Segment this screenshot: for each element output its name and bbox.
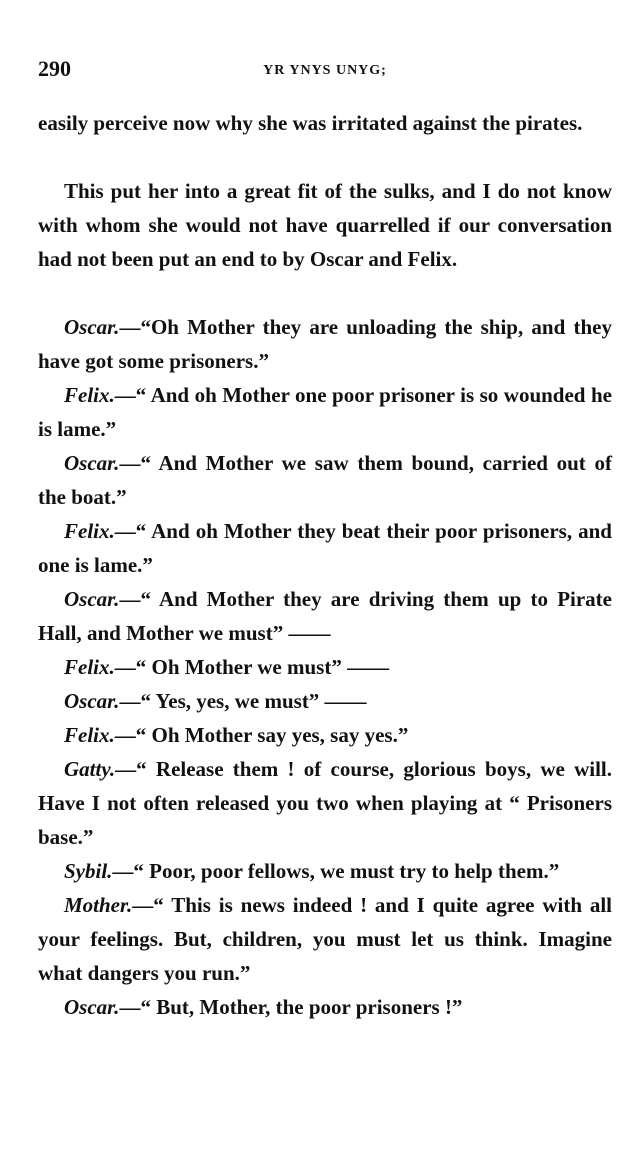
page-number: 290 — [38, 56, 71, 81]
dialogue-text: —“Oh Mother they are unloading the ship, and they have got some prisoners.” — [38, 315, 612, 373]
book-page — [38, 52, 612, 1024]
dialogue-line — [38, 718, 612, 752]
dialogue-text: —“ And Mother they are driving them up to Pirate Hall, and Mother we must” —— — [38, 587, 612, 645]
paragraph: This put her into a great fit of the sulks, and I do not know with whom she would not have quarrelled if our conversation had not been put an end to by Oscar and Felix. — [38, 179, 612, 271]
dialogue-text: —“ Yes, yes, we must” —— — [119, 689, 367, 713]
dialogue-line — [38, 582, 612, 650]
speaker-name: Oscar. — [64, 995, 120, 1019]
dialogue-line — [38, 310, 612, 378]
speaker-name: Felix. — [64, 519, 115, 543]
dialogue-line — [38, 650, 612, 684]
dialogue-line — [38, 446, 612, 514]
dialogue-text: —“ And oh Mother one poor prisoner is so wounded he is lame.” — [38, 383, 612, 441]
dialogue-text: —“ And oh Mother they beat their poor prisoners, and one is lame.” — [38, 519, 612, 577]
speaker-name: Sybil. — [64, 859, 113, 883]
speaker-name: Oscar. — [64, 451, 120, 475]
speaker-name: Oscar. — [64, 689, 120, 713]
dialogue-line — [38, 378, 612, 446]
dialogue-text: —“ And Mother we saw them bound, carried out of the boat.” — [38, 451, 612, 509]
speaker-name: Felix. — [64, 655, 115, 679]
dialogue-text: —“ This is news indeed ! and I quite agree with all your feelings. But, children, you must let us think. Imagine what dangers you run.” — [38, 893, 612, 985]
speaker-name: Felix. — [64, 723, 115, 747]
speaker-name: Oscar. — [64, 587, 120, 611]
dialogue-line — [38, 514, 612, 582]
dialogue-text: —“ But, Mother, the poor prisoners !” — [119, 995, 463, 1019]
running-head: YR YNYS UNYG; — [263, 63, 387, 78]
dialogue-text: —“ Oh Mother say yes, say yes.” — [114, 723, 409, 747]
dialogue-line — [38, 684, 612, 718]
dialogue-line — [38, 752, 612, 854]
paragraph-continuation: easily perceive now why she was irritated against the pirates. — [38, 111, 583, 135]
dialogue-text: —“ Release them ! of course, glorious boys, we will. Have I not often released you two when playing at “ Prisoners base.” — [38, 757, 612, 849]
speaker-name: Gatty. — [64, 757, 116, 781]
speaker-name: Felix. — [64, 383, 115, 407]
speaker-name: Oscar. — [64, 315, 120, 339]
dialogue-text: —“ Oh Mother we must” —— — [114, 655, 390, 679]
dialogue-line — [38, 888, 612, 990]
speaker-name: Mother. — [64, 893, 133, 917]
dialogue-block — [38, 310, 612, 1024]
dialogue-line — [38, 990, 612, 1024]
dialogue-line — [38, 854, 612, 888]
page-header — [38, 52, 612, 88]
dialogue-text: —“ Poor, poor fellows, we must try to help them.” — [112, 859, 560, 883]
